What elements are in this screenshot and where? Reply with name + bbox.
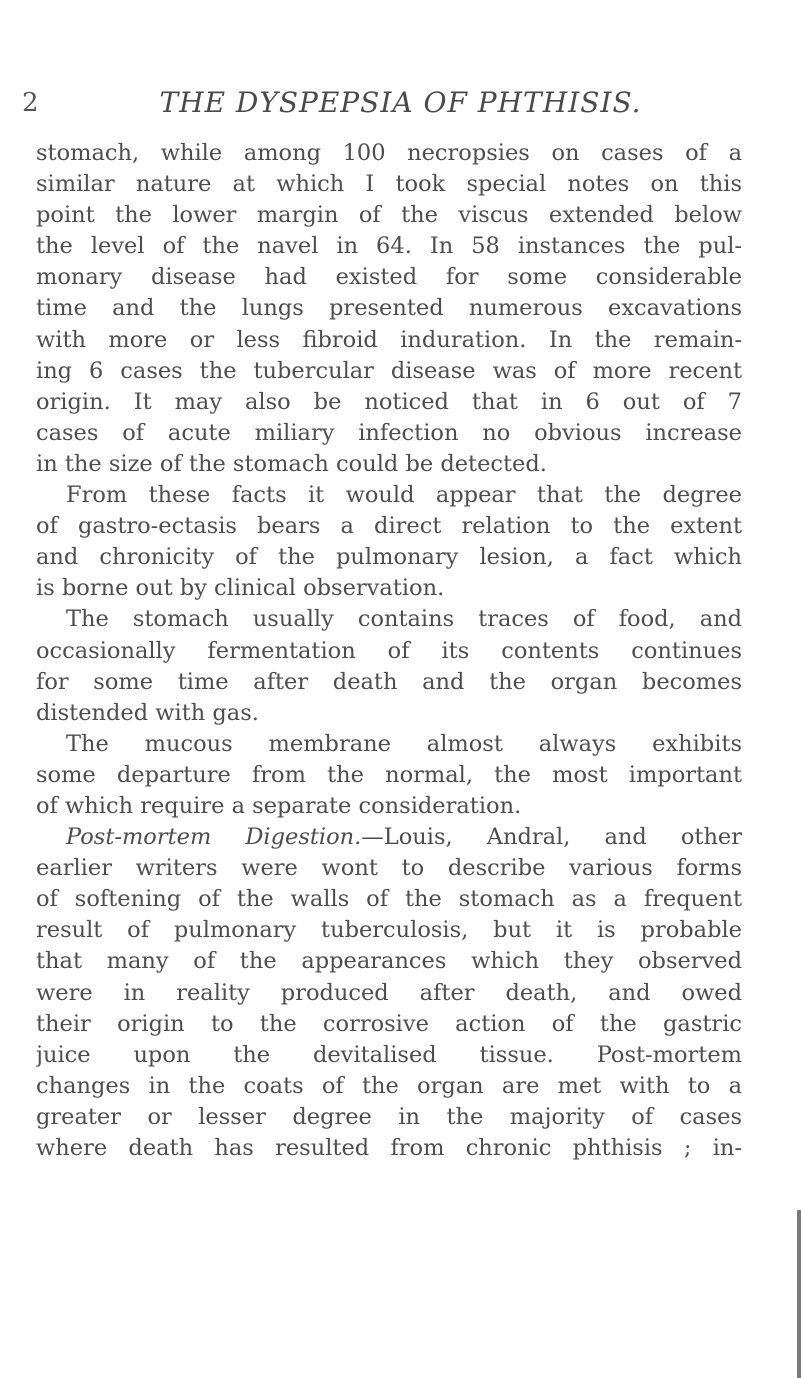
text-line: monary disease had existed for some considerable (36, 264, 742, 291)
text-line: were in reality produced after death, and owed (36, 979, 742, 1006)
text-line: stomach, while among 100 necropsies on cases of a (36, 140, 742, 166)
text-line: of softening of the walls of the stomach as a frequent (36, 886, 742, 913)
text-line: The mucous membrane almost always exhibits (66, 730, 742, 757)
text-line: origin. It may also be noticed that in 6 out of 7 (36, 388, 742, 415)
text-line: that many of the appearances which they observed (36, 948, 742, 975)
text-line: greater or lesser degree in the majority of cases (36, 1103, 742, 1130)
text-line: changes in the coats of the organ are met with to a (36, 1072, 742, 1099)
page-number: 2 (22, 88, 39, 118)
section-heading: Post-mortem Digestion. (66, 824, 362, 851)
text-line: of which require a separate consideration. (36, 792, 522, 819)
text-line: with more or less fibroid induration. In the remain- (36, 326, 742, 353)
text-line: juice upon the devitalised tissue. Post-mortem (36, 1041, 742, 1068)
text-line: for some time after death and the organ becomes (36, 668, 742, 695)
text-line: in the size of the stomach could be detected. (36, 450, 547, 477)
body-text (36, 138, 742, 1164)
text-line: similar nature at which I took special notes on this (36, 171, 742, 198)
text-run: —Louis, Andral, and other (361, 824, 742, 851)
text-line: and chronicity of the pulmonary lesion, a fact which (36, 544, 742, 571)
text-line: cases of acute miliary infection no obvious increase (36, 419, 742, 446)
text-line: earlier writers were wont to describe various forms (36, 855, 742, 882)
text-line: result of pulmonary tuberculosis, but it is probable (36, 917, 742, 944)
section-line (36, 822, 742, 853)
text-line: some departure from the normal, the most important (36, 761, 742, 788)
text-line: occasionally fermentation of its contents continues (36, 637, 742, 664)
text-line: distended with gas. (36, 699, 259, 726)
text-line: From these facts it would appear that the degree (66, 482, 742, 509)
text-line: the level of the navel in 64. In 58 instances the pul- (36, 233, 742, 260)
text-line: time and the lungs presented numerous excavations (36, 295, 742, 322)
text-line: where death has resulted from chronic phthisis ; in- (36, 1135, 742, 1161)
page-edge-shadow (797, 1210, 801, 1378)
text-line: ing 6 cases the tubercular disease was of more recent (36, 357, 742, 384)
text-line: their origin to the corrosive action of the gastric (36, 1010, 742, 1037)
text-line: of gastro-ectasis bears a direct relation to the extent (36, 513, 742, 540)
text-line: point the lower margin of the viscus extended below (36, 202, 742, 229)
text-line: The stomach usually contains traces of food, and (66, 606, 742, 633)
running-head: THE DYSPEPSIA OF PHTHISIS. (159, 86, 642, 119)
text-line: is borne out by clinical observation. (36, 575, 445, 602)
